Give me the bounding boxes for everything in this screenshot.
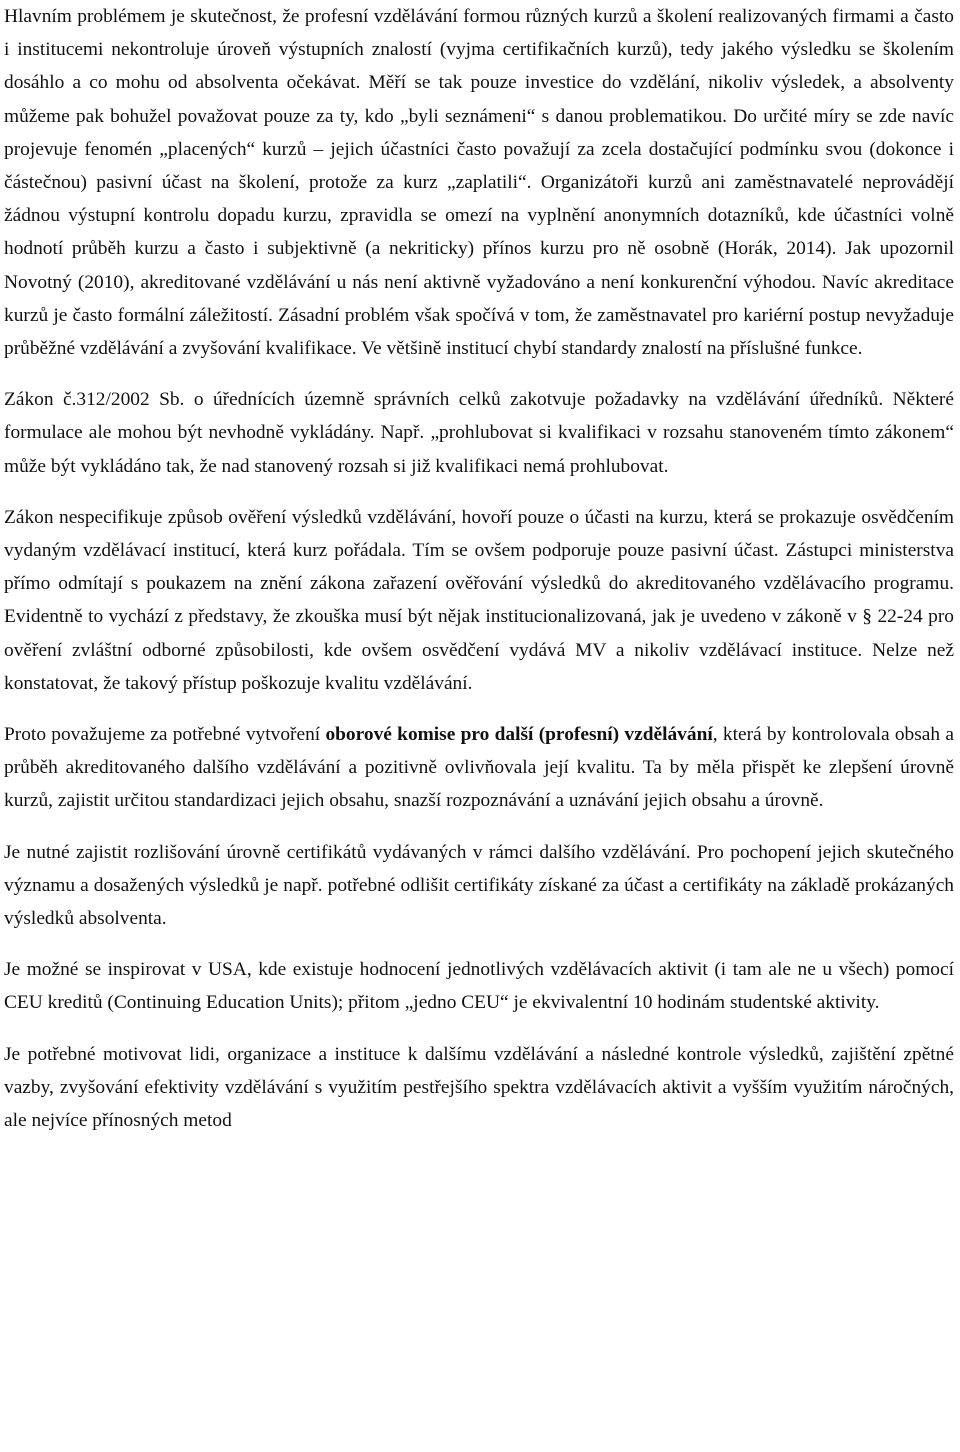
paragraph-certificates: Je nutné zajistit rozlišování úrovně certifikátů vydávaných v rámci dalšího vzdělávání. Pro pochopení jejich skutečného významu a dosažených výsledků je např. potřebné odlišit certifikáty získané za účast a certifikáty na základě prokázaných výsledků absolventa. bbox=[4, 841, 954, 930]
commission-text-after: , která by kontrolovala obsah a průběh akreditovaného dalšího vzdělávání a pozitivně ovlivňovala její kvalitu. Ta by měla přispět ke zlepšení úrovně kurzů, zajistit určitou standardizaci jejich obsahu, snazší rozpoznávání a uznávání jejich obsahu a úrovně. bbox=[4, 724, 954, 812]
paragraph-main-problem: Hlavním problémem je skutečnost, že profesní vzdělávání formou různých kurzů a školení realizovaných firmami a často i institucemi nekontroluje úroveň výstupních znalostí (vyjma certifikačních kurzů), tedy jakého výsledku se školením dosáhlo a co mohu od absolventa očekávat. Měří se tak pouze investice do vzdělání, nikoliv výsledek, a absolventy můžeme pak bohužel považovat pouze za ty, kdo „byli seznámeni“ s danou problematikou. Do určité míry se zde navíc projevuje fenomén „placených“ kurzů – jejich účastníci často považují za zcela dostačující podmínku svou (dokonce i částečnou) pasivní účast na školení, protože za kurz „zaplatili“. Organizátoři kurzů ani zaměstnavatelé neprovádějí žádnou výstupní kontrolu dopadu kurzu, zpravidla se omezí na vyplnění anonymních dotazníků, kde účastníci volně hodnotí průběh kurzu a často i subjektivně (a nekriticky) přínos kurzu pro ně osobně (Horák, 2014). Jak upozornil Novotný (2010), akreditované vzdělávání u nás není aktivně vyžadováno a není konkurenční výhodou. Navíc akreditace kurzů je často formální záležitostí. Zásadní problém však spočívá v tom, že zaměstnavatel pro kariérní postup nevyžaduje průběžné vzdělávání a zvyšování kvalifikace. Ve většině institucí chybí standardy znalostí na příslušné funkce. bbox=[4, 6, 954, 360]
paragraph-motivation: Je potřebné motivovat lidi, organizace a instituce k dalšímu vzdělávání a následné kontrole výsledků, zajištění zpětné vazby, zvyšování efektivity vzdělávání s využitím pestřejšího spektra vzdělávacích aktivit a vyšším využitím náročných, ale nejvíce přínosných metod bbox=[4, 1043, 954, 1132]
paragraph-law-verification: Zákon nespecifikuje způsob ověření výsledků vzdělávání, hovoří pouze o účasti na kurzu, která se prokazuje osvědčením vydaným vzdělávací institucí, která kurz pořádala. Tím se ovšem podporuje pouze pasivní účast. Zástupci ministerstva přímo odmítají s poukazem na znění zákona zařazení ověřování výsledků do akreditovaného vzdělávacího programu. Evidentně to vychází z představy, že zkouška musí být nějak institucionalizovaná, jak je uvedeno v zákoně v § 22-24 pro ověření zvláštní odborné způsobilosti, kde ovšem osvědčení vydává MV a nikoliv vzdělávací instituce. Nelze než konstatovat, že takový přístup poškozuje kvalitu vzdělávání. bbox=[4, 506, 954, 694]
paragraph-usa-ceu: Je možné se inspirovat v USA, kde existuje hodnocení jednotlivých vzdělávacích aktivit (i tam ale ne u všech) pomocí CEU kreditů (Continuing Education Units); přitom „jedno CEU“ je ekvivalentní 10 hodinám studentské aktivity. bbox=[4, 959, 954, 1014]
commission-text-before: Proto považujeme za potřebné vytvoření bbox=[4, 724, 326, 746]
commission-bold-text: oborové komise pro další (profesní) vzdělávání bbox=[325, 724, 713, 746]
paragraph-commission-proposal bbox=[4, 718, 954, 818]
document-page bbox=[4, 0, 954, 1137]
paragraph-law-312: Zákon č.312/2002 Sb. o úřednících územně správních celků zakotvuje požadavky na vzdělávání úředníků. Některé formulace ale mohou být nevhodně vykládány. Např. „prohlubovat si kvalifikaci v rozsahu stanoveném tímto zákonem“ může být vykládáno tak, že nad stanovený rozsah si již kvalifikaci nemá prohlubovat. bbox=[4, 389, 954, 477]
